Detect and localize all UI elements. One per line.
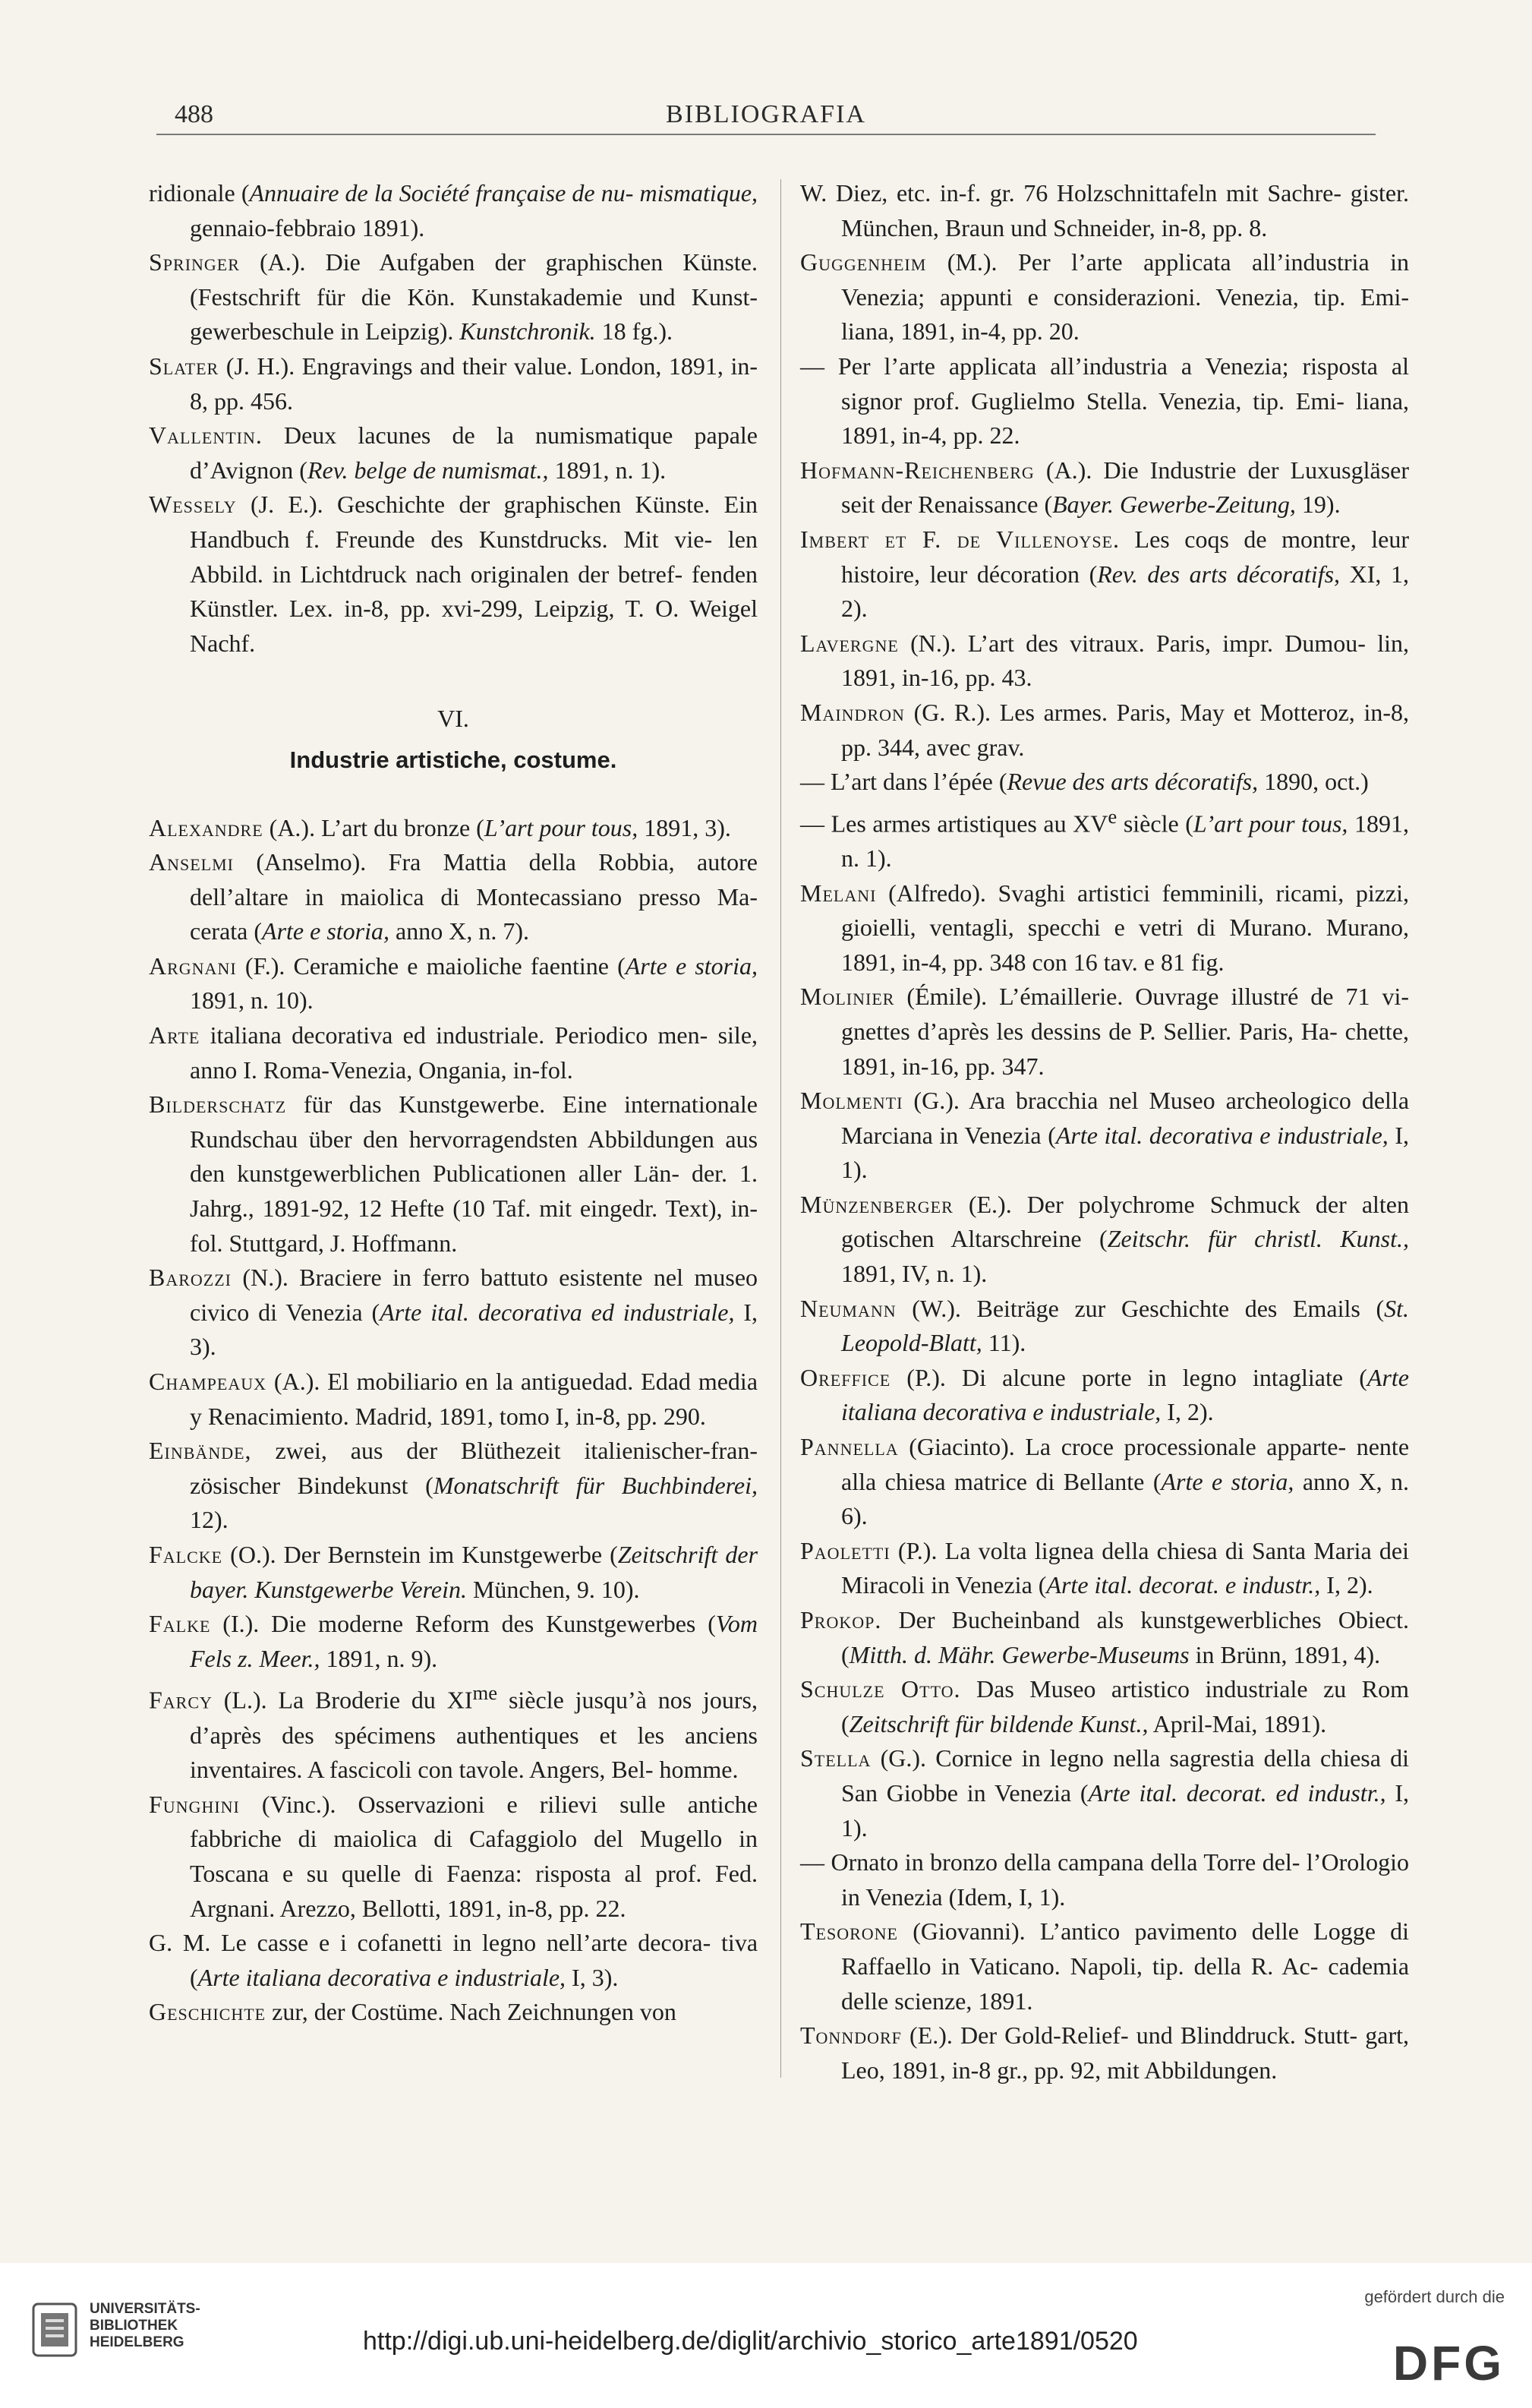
bibliography-entry [149, 1607, 758, 1676]
left-entries-after [149, 811, 758, 2030]
text-run: Text), in-fol. Stuttgard, J. Hoffmann. [190, 1195, 758, 1257]
library-line: BIBLIOTHEK [90, 2318, 178, 2334]
text-run: 19). [1295, 491, 1341, 519]
entry-author: Anselmi [149, 848, 234, 876]
text-run: I, 3). [566, 1963, 619, 1991]
left-entries-before [149, 176, 758, 661]
text-run: italiana decorativa e industriale, [841, 1398, 1162, 1426]
entry-author: Molinier [800, 983, 895, 1011]
running-title: BIBLIOGRAFIA [666, 100, 866, 128]
text-run: 1891, n. 9). [320, 1644, 438, 1672]
bibliography-entry [149, 1788, 758, 1926]
left-column [149, 176, 758, 2030]
text-run: zur, der Costüme. Nach Zeichnungen von [266, 1998, 676, 2026]
text-run: in-8, pp. 456. [190, 352, 758, 415]
text-run: I, 1). [841, 1121, 1410, 1184]
entry-author: Tesorone [800, 1917, 898, 1946]
text-run: (I.). Die moderne Reform des Kunstgewerbes [210, 1610, 696, 1638]
text-run: aus den kunstgewerblichen Publicationen aller Län- [190, 1125, 758, 1188]
sponsor-text: gefördert durch die [1364, 2287, 1505, 2306]
text-run: Mitth. d. Mähr. Gewerbe-Museums [849, 1640, 1190, 1668]
text-run: (Giovanni). L’antico pavimento delle Logge [898, 1917, 1376, 1946]
text-run: (Giacinto). La croce processionale apparte- [898, 1433, 1347, 1461]
bibliography-entry [800, 1188, 1409, 1292]
text-run: (A.). Die Aufgaben der graphischen Künste. [239, 248, 758, 276]
bibliography-entry [149, 488, 758, 661]
text-run: Zeitschr. für christl. Kunst., [1107, 1225, 1409, 1253]
text-run: Deux lacunes de la numismatique papale [262, 421, 758, 450]
entry-author: Imbert et F. de Villenoyse. [800, 525, 1121, 553]
text-run: Arte ital. decorat. ed [1088, 1778, 1299, 1807]
text-run: Arte e storia, [1161, 1467, 1294, 1495]
bibliography-entry [800, 1534, 1409, 1603]
text-run: München, 9. 10). [466, 1575, 640, 1603]
text-run: G. M. Le casse e i cofanetti in legno nell’arte decora- [149, 1929, 711, 1957]
right-column [800, 176, 1409, 2088]
text-run: di San Giobbe in Venezia ( [841, 1744, 1410, 1807]
text-run: — Per l’arte applicata all’industria a Venezia; risposta [800, 352, 1378, 380]
text-run: (G.). Cornice in legno nella sagrestia della chiesa [871, 1744, 1381, 1772]
text-run: Arte italiana decorativa e industriale, [197, 1963, 566, 1991]
entry-author: Paoletti [800, 1536, 891, 1564]
text-run: sile, anno I. Roma-Venezia, Ongania, in-fol. [190, 1021, 758, 1084]
text-run: italiana decorativa ed industriale. Periodico men- [200, 1021, 708, 1049]
text-run: ridionale ( [149, 179, 250, 207]
text-run: der. 1. Jahrg., 1891-92, 12 Hefte (10 Taf. mit eingedr. [190, 1160, 758, 1223]
bibliography-entry [800, 349, 1409, 453]
text-run: (Anselmo). Fra Mattia della Robbia, autore [234, 848, 758, 876]
text-run: Murano, 1891, in-4, pp. 348 con 16 tav. e 81 fig. [841, 914, 1410, 976]
bibliography-entry [800, 176, 1409, 245]
text-run: XI, 1, 2). [841, 560, 1410, 623]
entry-author: Guggenheim [800, 248, 927, 276]
text-run: gotischen Altarschreine ( [841, 1225, 1108, 1253]
bibliography-entry [800, 1672, 1409, 1741]
entry-author: Falke [149, 1610, 211, 1638]
bibliography-entry [149, 176, 758, 245]
text-run: 11). [982, 1329, 1026, 1357]
entry-author: Springer [149, 248, 240, 276]
text-run: fabbriche di maiolica di Cafaggiolo del Mugello in [190, 1825, 758, 1853]
bibliography-entry [800, 800, 1409, 876]
text-run: inventaires. A fascicoli con tavole. Angers, Bel- [190, 1756, 654, 1784]
text-run: ( [841, 1709, 850, 1737]
entry-author: Geschichte [149, 1998, 266, 2026]
entry-author: Neumann [800, 1294, 897, 1322]
text-run: Maria dei Miracoli in Venezia ( [841, 1536, 1410, 1599]
bibliography-entry [800, 765, 1409, 800]
page-number: 488 [175, 100, 213, 128]
entry-author: Arte [149, 1021, 200, 1049]
text-run: in Brünn, 1891, 4). [1189, 1640, 1381, 1668]
text-run: storia, [695, 952, 758, 980]
bibliography-entry [800, 1845, 1409, 1914]
text-run: Rundschau über den hervorragendsten Abbildungen [190, 1125, 714, 1153]
bibliography-entry [149, 1926, 758, 1995]
text-run: L’art pour tous, [1193, 810, 1348, 838]
section-number: VI. [437, 705, 469, 733]
text-run: Rev. des arts décoratifs, [1097, 560, 1341, 588]
bibliography-entry [149, 1434, 758, 1538]
text-run: zwei, aus der Blüthezeit italienischer-fran- [251, 1437, 758, 1465]
library-name [90, 2301, 200, 2351]
text-run: Zeitschrift für bildende Kunst., [849, 1709, 1149, 1737]
text-run: anno X, n. 6). [841, 1467, 1410, 1530]
text-run: Ein Handbuch f. Freunde des Kunstdrucks. Mit vie- [190, 491, 758, 553]
text-run: gart, Leo, 1891, in-8 gr., pp. 92, mit Abbildungen. [841, 2021, 1410, 2084]
text-run: fenden Künstler. Lex. in-8, pp. xvi-299, Leipzig, [190, 560, 758, 623]
bibliography-entry [800, 1741, 1409, 1845]
text-run: (P.). Di alcune porte in legno intagliate ( [891, 1363, 1367, 1391]
text-run: Rev. belge de numismat., [307, 456, 549, 484]
digitization-footer [0, 2263, 1532, 2408]
text-run: nente alla chiesa matrice di Bellante ( [841, 1433, 1410, 1495]
text-run: cerata ( [190, 917, 263, 945]
entry-author: Einbände, [149, 1437, 252, 1465]
entry-author: Hofmann-Reichenberg [800, 456, 1035, 484]
text-run: Annuaire de la Société française de nu- [249, 179, 634, 207]
entry-author: Funghini [149, 1790, 240, 1818]
text-run: (P.). La volta lignea della chiesa di Santa [890, 1536, 1307, 1564]
bibliography-entry [800, 1430, 1409, 1534]
text-run: 1891, n. 1). [841, 810, 1410, 872]
text-run: Toscana e su quelle di Faenza: risposta al prof. Fed. [190, 1859, 758, 1887]
text-run: mismatique, [639, 179, 758, 207]
bibliography-entry [800, 980, 1409, 1084]
entry-author: Münzenberger [800, 1190, 954, 1218]
text-run: 1891, IV, n. 1). [841, 1260, 988, 1288]
text-run: della Marciana in Venezia ( [841, 1087, 1410, 1149]
text-run: industriale, [1277, 1121, 1389, 1149]
text-run: len Abbild. in Lichtdruck nach originalen der betref- [190, 525, 758, 588]
bibliography-entry [800, 1292, 1409, 1361]
text-run: Bayer. Gewerbe-Zeitung, [1052, 491, 1296, 519]
text-run: St. Leopold-Blatt, [841, 1294, 1409, 1357]
text-run: media y Renacimiento. Madrid, 1891, tomo I, in-8, [190, 1368, 758, 1430]
header-rule [156, 134, 1376, 135]
library-line: HEIDELBERG [90, 2334, 184, 2350]
text-run: (J. H.). Engravings and their value. London, 1891, [219, 352, 723, 380]
text-run: Arte e [625, 952, 687, 980]
bibliography-entry [800, 453, 1409, 522]
text-run: siècle ( [1117, 810, 1193, 838]
entry-author: Lavergne [800, 629, 899, 657]
text-run: ( [708, 1610, 716, 1638]
text-run: al signor prof. Guglielmo Stella. Venezia, tip. Emi- [841, 352, 1410, 415]
text-run: dell’altare in maiolica di Montecassiano presso Ma- [190, 882, 758, 910]
entry-author: Molmenti [800, 1087, 903, 1115]
text-run: der bayer. Kunstgewerbe Verein. [190, 1540, 758, 1603]
bibliography-entry [149, 1538, 758, 1607]
text-run: 1891, 3). [638, 813, 731, 841]
bibliography-entry [149, 1087, 758, 1261]
bibliography-entry [800, 876, 1409, 980]
column-divider [780, 179, 781, 2078]
entry-author: Alexandre [149, 813, 263, 841]
text-run: 12). [190, 1506, 229, 1534]
text-run: T. O. Weigel Nachf. [190, 595, 758, 657]
text-run: ( [841, 1640, 850, 1668]
bibliography-entry [149, 811, 758, 846]
text-run: chette, 1891, in-16, pp. 347. [841, 1017, 1410, 1080]
entry-author: Vallentin. [149, 421, 263, 450]
entry-author: Prokop. [800, 1606, 882, 1633]
text-run: Monatschrift für Buchbinderei, [433, 1471, 758, 1499]
text-run: (E.). Der polychrome Schmuck der alten [953, 1190, 1409, 1218]
text-run: Zeitschrift [617, 1540, 718, 1568]
text-run: Arte [1367, 1363, 1409, 1391]
bibliography-entry [800, 626, 1409, 696]
bibliography-entry [800, 696, 1409, 765]
text-run: d’Avignon ( [190, 456, 307, 484]
text-run: (A.). El mobiliario en la antiguedad. Edad [266, 1368, 691, 1395]
text-run: 1891, n. 1). [548, 456, 667, 484]
section-title: Industrie artistiche, costume. [289, 746, 617, 773]
text-run: (N.). Braciere in ferro battuto esistente nel [232, 1264, 684, 1292]
text-run: — Les armes artistiques au XV [800, 810, 1108, 838]
text-run: (Alfredo). Svaghi artistici femminili, ricami, [876, 879, 1344, 907]
entry-author: Oreffice [800, 1363, 891, 1391]
text-run: Das Museo artistico industriale zu Rom [960, 1675, 1410, 1703]
text-run: (L.). La Broderie du XI [212, 1687, 473, 1714]
text-run: anno X, n. 7). [389, 917, 529, 945]
text-run: museo civico di Venezia ( [190, 1264, 758, 1326]
entry-author: Stella [800, 1744, 872, 1772]
text-run: l’Orologio in Venezia (Idem, I, 1). [841, 1848, 1409, 1911]
text-run: Arte ital. decorativa e [1055, 1121, 1271, 1149]
entry-author: Melani [800, 879, 877, 907]
text-run: — Ornato in bronzo della campana della Torre del- [800, 1848, 1300, 1876]
text-run: Argnani. Arezzo, Bellotti, 1891, in-8, pp. 22. [190, 1894, 626, 1922]
text-run: W. Diez, etc. in-f. gr. 76 Holzschnittafeln mit Sachre- [800, 179, 1342, 207]
library-line: UNIVERSITÄTS- [90, 2301, 200, 2317]
text-run: (E.). Der Gold-Relief- und Blinddruck. Stutt- [901, 2021, 1358, 2050]
text-run: liana, 1891, in-4, pp. 20. [841, 317, 1080, 346]
bibliography-entry [149, 1676, 758, 1787]
text-run: 1890, oct.) [1258, 768, 1369, 796]
text-run: me [472, 1681, 498, 1705]
text-run: 18 fg.). [595, 317, 673, 346]
entry-author: Farcy [149, 1687, 213, 1714]
bibliography-entry [149, 1018, 758, 1087]
bibliography-entry [149, 418, 758, 488]
entry-author: Maindron [800, 698, 905, 726]
text-run: L’art pour tous, [484, 813, 638, 841]
text-run: Arte ital. decorativa ed [380, 1298, 614, 1326]
text-run: (G.). Ara bracchia nel Museo archeologico [903, 1087, 1351, 1115]
right-entries [800, 176, 1409, 2088]
page-header [156, 93, 1376, 146]
entry-author: Falcke [149, 1540, 223, 1568]
text-run: d’après des spécimens authentiques et les anciens [190, 1721, 758, 1749]
text-run: (Émile). L’émaillerie. Ouvrage illustré de 71 vi- [894, 983, 1409, 1011]
bibliography-entry [800, 1603, 1409, 1672]
text-run: Der Bucheinband als kunstgewerbliches Obiect. [881, 1606, 1409, 1633]
text-run: Arte e storia, [262, 917, 389, 945]
bibliography-entry [149, 1995, 758, 2030]
text-run: industr., [1307, 1778, 1386, 1807]
text-run: seit der Renaissance ( [841, 491, 1053, 519]
text-run: I, 1). [841, 1778, 1410, 1842]
text-run: (O.). Der Bernstein im Kunstgewerbe ( [222, 1540, 618, 1568]
text-run: April-Mai, 1891). [1148, 1709, 1327, 1737]
bibliography-entry [800, 522, 1409, 626]
text-run: (G. R.). Les armes. Paris, May et Motteroz, [904, 698, 1355, 726]
text-run: in-8, pp. 344, avec grav. [841, 698, 1410, 761]
text-run: (A.). L’art du bronze ( [263, 813, 484, 841]
bibliography-entry [800, 1084, 1409, 1188]
text-run: zösischer Bindekunst ( [190, 1471, 433, 1499]
text-run: liana, 1891, in-4, pp. 22. [841, 387, 1410, 450]
text-run: lin, 1891, in-16, pp. 43. [841, 629, 1410, 692]
text-run: cademia delle scienze, 1891. [841, 1952, 1410, 2015]
entry-author: Tonndorf [800, 2021, 902, 2050]
entry-author: Bilderschatz [149, 1090, 287, 1119]
text-run: Venezia; appunti e considerazioni. Venezia, tip. Emi- [841, 282, 1409, 311]
text-run: pp. 290. [626, 1402, 706, 1430]
bibliography-entry [149, 245, 758, 349]
university-seal-icon [30, 2299, 79, 2360]
entry-author: Pannella [800, 1433, 899, 1461]
text-run: Revue des arts décoratifs, [1007, 768, 1259, 796]
text-run: tiva ( [190, 1929, 758, 1991]
text-run: gennaio-febbraio 1891). [190, 213, 425, 241]
text-run: (A.). Die Industrie der Luxusgläser [1034, 456, 1409, 484]
bibliography-entry [149, 949, 758, 1018]
bibliography-entry [149, 845, 758, 949]
text-run: siècle jusqu’à nos jours, [497, 1687, 758, 1714]
text-run: industriale, [623, 1298, 735, 1326]
text-run: e [1108, 804, 1117, 828]
bibliography-entry [149, 1365, 758, 1434]
text-run: Les coqs de montre, leur [1120, 525, 1409, 553]
text-run: (Festschrift für die Kön. Kunstakademie und Kunst- [190, 282, 758, 311]
text-run: gnettes d’après les dessins de P. Sellier. Paris, Ha- [841, 1017, 1338, 1045]
text-run: di Raffaello in Vaticano. Napoli, tip. della R. Ac- [841, 1917, 1410, 1980]
text-run: gister. München, Braun und Schneider, in-8, pp. 8. [841, 179, 1410, 241]
bibliography-entry [149, 1261, 758, 1365]
entry-author: Slater [149, 352, 219, 380]
text-run: gewerbeschule in Leipzig). [190, 317, 460, 346]
text-run: homme. [659, 1756, 739, 1784]
entry-author: Barozzi [149, 1264, 232, 1292]
dfg-logo: DFG [1392, 2336, 1505, 2391]
text-run: pizzi, gioielli, ventagli, specchi e vetri di Murano. [841, 879, 1409, 942]
bibliography-entry [800, 245, 1409, 349]
bibliography-entry [800, 1914, 1409, 2018]
entry-author: Argnani [149, 952, 237, 980]
bibliography-entry [800, 2018, 1409, 2088]
text-run: (F.). Ceramiche e maioliche faentine ( [236, 952, 626, 980]
text-run: Arte ital. decorat. e [1046, 1571, 1237, 1599]
entry-author: Champeaux [149, 1368, 267, 1395]
bibliography-entry [149, 349, 758, 418]
source-url-link[interactable]: http://digi.ub.uni-heidelberg.de/diglit/archivio_storico_arte1891/0520 [363, 2327, 1138, 2356]
text-run: ( [1376, 1294, 1385, 1322]
text-run: (J. E.). Geschichte der graphischen Künste. [236, 491, 711, 519]
text-run: I, 2). [1320, 1571, 1373, 1599]
text-run: (W.). Beiträge zur Geschichte des Emails [896, 1294, 1360, 1322]
text-run: Kunstchronik. [459, 317, 596, 346]
text-run: I, 3). [190, 1298, 758, 1361]
entry-author: Wessely [149, 491, 237, 519]
text-run: histoire, leur décoration ( [841, 560, 1098, 588]
text-run: 1891, n. 10). [190, 986, 314, 1015]
text-run: industr., [1242, 1571, 1321, 1599]
text-run: (N.). L’art des vitraux. Paris, impr. Dumou- [898, 629, 1366, 657]
text-run: für das Kunstgewerbe. Eine internationale [286, 1090, 758, 1119]
text-run: (M.). Per l’arte applicata all’industria in [926, 248, 1409, 276]
bibliography-entry [800, 1361, 1409, 1430]
text-run: — L’art dans l’épée ( [800, 768, 1007, 796]
text-run: (Vinc.). Osservazioni e rilievi sulle antiche [239, 1790, 758, 1818]
text-run: Vom Fels z. Meer., [190, 1610, 758, 1672]
text-run: I, 2). [1161, 1398, 1214, 1426]
entry-author: Schulze Otto. [800, 1675, 961, 1703]
